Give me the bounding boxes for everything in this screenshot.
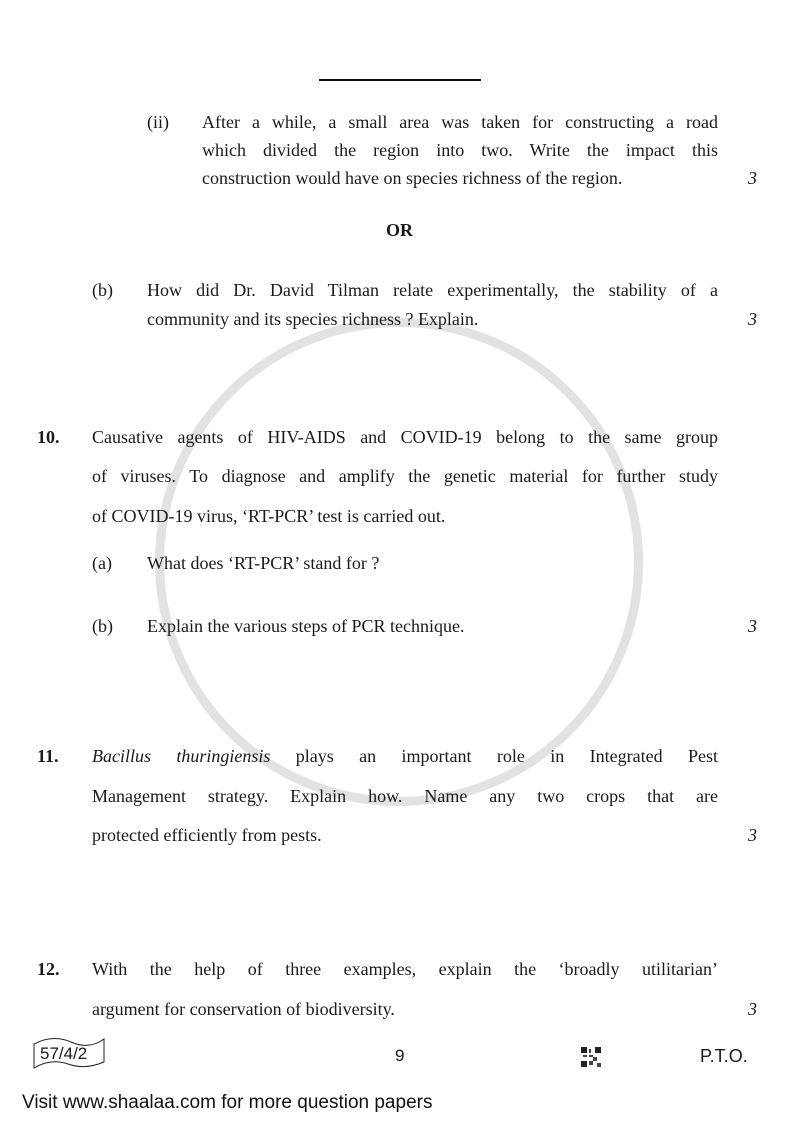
question-text-line: community and its species richness ? Explain. <box>147 309 479 329</box>
or-divider: OR <box>386 220 413 240</box>
paper-code: 57/4/2 <box>40 1044 88 1063</box>
question-text-line: With the help of three examples, explain the ‘broadly utilitarian’ <box>92 959 718 979</box>
marks: 3 <box>748 309 757 329</box>
subpart-label: (ii) <box>147 112 169 132</box>
marks: 3 <box>748 616 757 636</box>
species-name: Bacillus thuringiensis <box>92 746 271 766</box>
question-number: 11. <box>37 746 59 766</box>
question-text-line: argument for conservation of biodiversity. <box>92 999 395 1019</box>
question-text-line: construction would have on species richness of the region. <box>202 168 623 188</box>
promo-link-text[interactable]: Visit www.shaalaa.com for more question papers <box>22 1092 433 1113</box>
question-text-line: After a while, a small area was taken for constructing a road <box>202 112 718 132</box>
question-number: 10. <box>37 427 60 447</box>
marks: 3 <box>748 825 757 845</box>
subpart-label: (a) <box>92 553 112 573</box>
subpart-label: (b) <box>92 280 113 300</box>
page-number: 9 <box>395 1046 405 1065</box>
please-turn-over: P.T.O. <box>700 1046 748 1066</box>
question-text-line <box>92 746 718 767</box>
question-text-line: Causative agents of HIV-AIDS and COVID-19 belong to the same group <box>92 427 718 447</box>
question-text-line: protected efficiently from pests. <box>92 825 322 845</box>
question-text-line: Explain the various steps of PCR technique. <box>147 616 465 636</box>
qr-code-icon <box>581 1047 601 1067</box>
question-text-line: which divided the region into two. Write the impact this <box>202 140 718 160</box>
subpart-label: (b) <box>92 616 113 636</box>
marks: 3 <box>748 168 757 188</box>
question-text-line: Management strategy. Explain how. Name any two crops that are <box>92 786 718 806</box>
question-text-line: What does ‘RT-PCR’ stand for ? <box>147 553 380 573</box>
marks: 3 <box>748 999 757 1019</box>
question-text-rest: plays an important role in Integrated Pest <box>270 746 718 766</box>
question-text-line: How did Dr. David Tilman relate experimentally, the stability of a <box>147 280 718 300</box>
paper-code-badge <box>33 1036 105 1070</box>
question-text-line: of COVID-19 virus, ‘RT-PCR’ test is carried out. <box>92 506 446 526</box>
top-rule <box>319 79 481 81</box>
question-text-line: of viruses. To diagnose and amplify the genetic material for further study <box>92 466 718 486</box>
question-number: 12. <box>37 959 60 979</box>
